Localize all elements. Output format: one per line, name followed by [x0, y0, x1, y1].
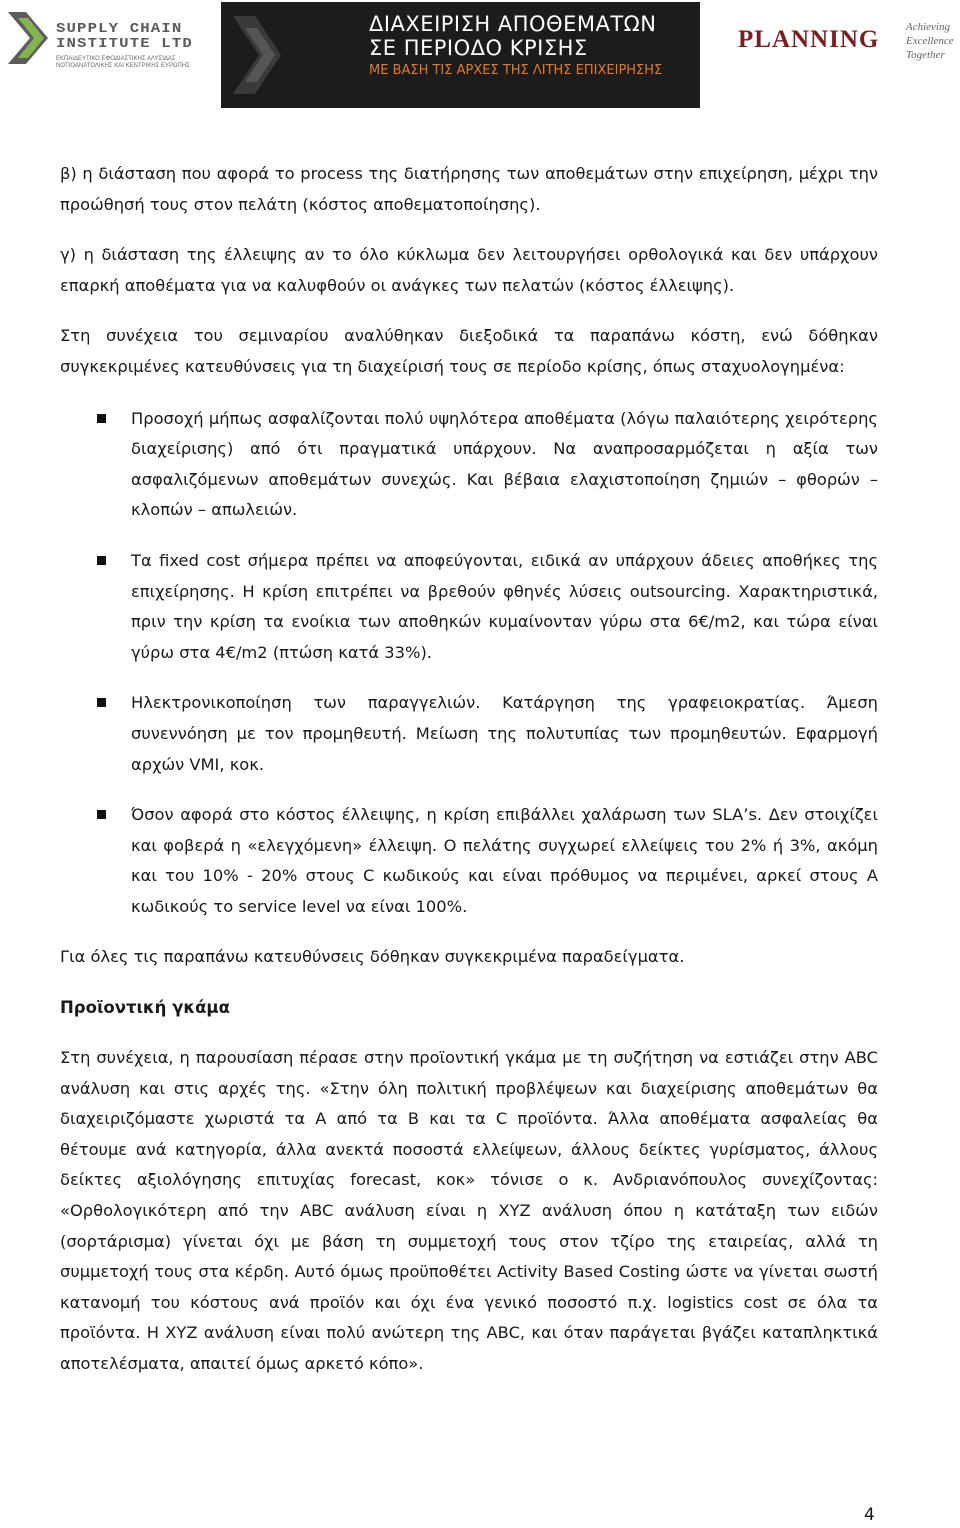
document-body [60, 159, 878, 1380]
paragraph-abc-analysis: Στη συνέχεια, η παρουσίαση πέρασε στην προϊοντική γκάμα με τη συζήτηση να εστιάζει στην ABC ανάλυση και στις αρχές της. «Στην όλη πολιτική προβλέψεων και διαχείρισης αποθεμάτων θα διαχειριζόμαστε χωριστά τα Α από τα Β και τα C προϊόντα. Άλλα αποθέματα ασφαλείας θα θέτουμε ανά κατηγορία, άλλα ανεκτά ποσοστά ελλείψεων, άλλους δείκτες γυρίσματος, άλλους δείκτες αξιολόγησης επιτυχίας forecast, κοκ» τόνισε ο κ. Ανδριανόπουλος συνεχίζοντας: «Ορθολογικότερη από την ABC ανάλυση είναι η XYZ ανάλυση όπου η κατάταξη των ειδών (σορτάρισμα) γίνεται όχι με βάση τη συμμετοχή τους στον τζίρο της εταιρείας, αλλά τη συμμετοχή τους στα κέρδη. Αυτό όμως προϋποθέτει Activity Based Costing ώστε να γίνεται σωστή κατανομή του κόστους ανά προϊόν και όχι ένα γενικό ποσοστό π.χ. logistics cost σε όλα τα προϊόντα. Η XYZ ανάλυση είναι πολύ ανώτερη της ABC, και όταν παράγεται βγάζει καταπληκτικά αποτελέσματα, απαιτεί όμως αρκετό κόπο». [60, 1048, 878, 1373]
paragraph-point-b: β) η διάσταση που αφορά το process της διατήρησης των αποθεμάτων στην επιχείρηση, μέχρι την προώθησή τους στον πελάτη (κόστος αποθεματοποίησης). [60, 164, 878, 214]
banner-subtitle: ΜΕ ΒΑΣΗ ΤΙΣ ΑΡΧΕΣ ΤΗΣ ΛΙΤΗΣ ΕΠΙΧΕΙΡΗΣΗΣ [369, 63, 663, 78]
sci-name [56, 22, 224, 52]
bullet-text: Όσον αφορά στο κόστος έλλειψης, η κρίση επιβάλλει χαλάρωση των SLA’s. Δεν στοιχίζει και φοβερά η «ελεγχόμενη» έλλειψη. Ο πελάτης συγχωρεί ελλείψεις του 2% ή 3%, ακόμη και του 10% - 20% στους C κωδικούς και είναι πρόθυμος να περιμένει, αρκεί στους A κωδικούς το service level να είναι 100%. [131, 805, 878, 916]
section-heading: Προϊοντική γκάμα [60, 998, 230, 1018]
bullet-text: Τα fixed cost σήμερα πρέπει να αποφεύγονται, ειδικά αν υπάρχουν άδειες αποθήκες της επιχείρησης. Η κρίση επιτρέπει να βρεθούν φθηνές λύσεις outsourcing. Χαρακτηριστικά, πριν την κρίση τα ενοίκια των αποθηκών κυμαίνονταν γύρω στα 6€/m2, και τώρα είναι γύρω στα 4€/m2 (πτώση κατά 33%). [131, 550, 878, 662]
page-header [0, 0, 960, 112]
square-bullet-icon [97, 414, 106, 423]
bullet-text: Ηλεκτρονικοποίηση των παραγγελιών. Κατάργηση της γραφειοκρατίας. Άμεση συνεννόηση με τον προμηθευτή. Μείωση της πολυτυπίας των προμηθευτών. Εφαρμογή αρχών VMI, κοκ. [131, 693, 878, 774]
planning-tagline-line3: Together [906, 49, 945, 61]
planning-tagline [906, 20, 960, 62]
supply-chain-institute-logo [0, 0, 210, 110]
square-bullet-icon [97, 810, 106, 819]
paragraph-point-c: γ) η διάσταση της έλλειψης αν το όλο κύκλωμα δεν λειτουργήσει ορθολογικά και δεν υπάρχουν επαρκή αποθέματα για να καλυφθούν οι ανάγκες των πελατών (κόστος έλλειψης). [60, 245, 878, 295]
paragraph-intro: Στη συνέχεια του σεμιναρίου αναλύθηκαν διεξοδικά τα παραπάνω κόστη, ενώ δόθηκαν συγκεκριμένες κατευθύνσεις για τη διαχείρισή τους σε περίοδο κρίσης, όπως σταχυολογημένα: [60, 326, 878, 376]
guidelines-list [60, 404, 878, 923]
sci-tagline-line1: ΕΚΠΑΙΔΕΥΤΙΚΟ ΕΦΟΔΙΑΣΤΙΚΗΣ ΑΛΥΣΙΔΑΣ [56, 56, 176, 62]
seminar-title-banner [221, 2, 700, 108]
sci-name-line1: SUPPLY CHAIN [56, 21, 183, 37]
planning-logo [738, 20, 960, 80]
sci-name-line2: INSTITUTE LTD [56, 36, 193, 52]
banner-text [369, 12, 699, 80]
list-item [60, 546, 878, 668]
banner-title-line2: ΣΕ ΠΕΡΙΟΔΟ ΚΡΙΣΗΣ [369, 36, 588, 60]
square-bullet-icon [97, 698, 106, 707]
banner-title-line1: ΔΙΑΧΕΙΡΙΣΗ ΑΠΟΘΕΜΑΤΩΝ [369, 12, 657, 36]
list-item [60, 688, 878, 780]
planning-wordmark: PLANNING [738, 26, 880, 53]
sci-tagline-line2: ΝΟΤΙΟΑΝΑΤΟΛΙΚΗΣ ΚΑΙ ΚΕΝΤΡΙΚΗΣ ΕΥΡΩΠΗΣ [56, 63, 190, 69]
square-bullet-icon [97, 556, 106, 565]
sci-tagline [56, 56, 206, 70]
list-item [60, 404, 878, 526]
paragraph-examples: Για όλες τις παραπάνω κατευθύνσεις δόθηκαν συγκεκριμένα παραδείγματα. [60, 947, 685, 967]
page-number: 4 [864, 1505, 875, 1525]
banner-chevron-icon [227, 10, 287, 100]
bullet-text: Προσοχή μήπως ασφαλίζονται πολύ υψηλότερα αποθέματα (λόγω παλαιότερης χειρότερης διαχείρισης) από ότι πραγματικά υπάρχουν. Να αναπροσαρμόζεται η αξία των ασφαλιζόμενων αποθεμάτων συνεχώς. Και βέβαια ελαχιστοποίηση ζημιών – φθορών – κλοπών – απωλειών. [131, 408, 878, 520]
list-item [60, 800, 878, 922]
planning-tagline-line2: Excellence [906, 35, 954, 47]
planning-tagline-line1: Achieving [906, 21, 950, 33]
sci-chevron-icon [4, 8, 56, 68]
